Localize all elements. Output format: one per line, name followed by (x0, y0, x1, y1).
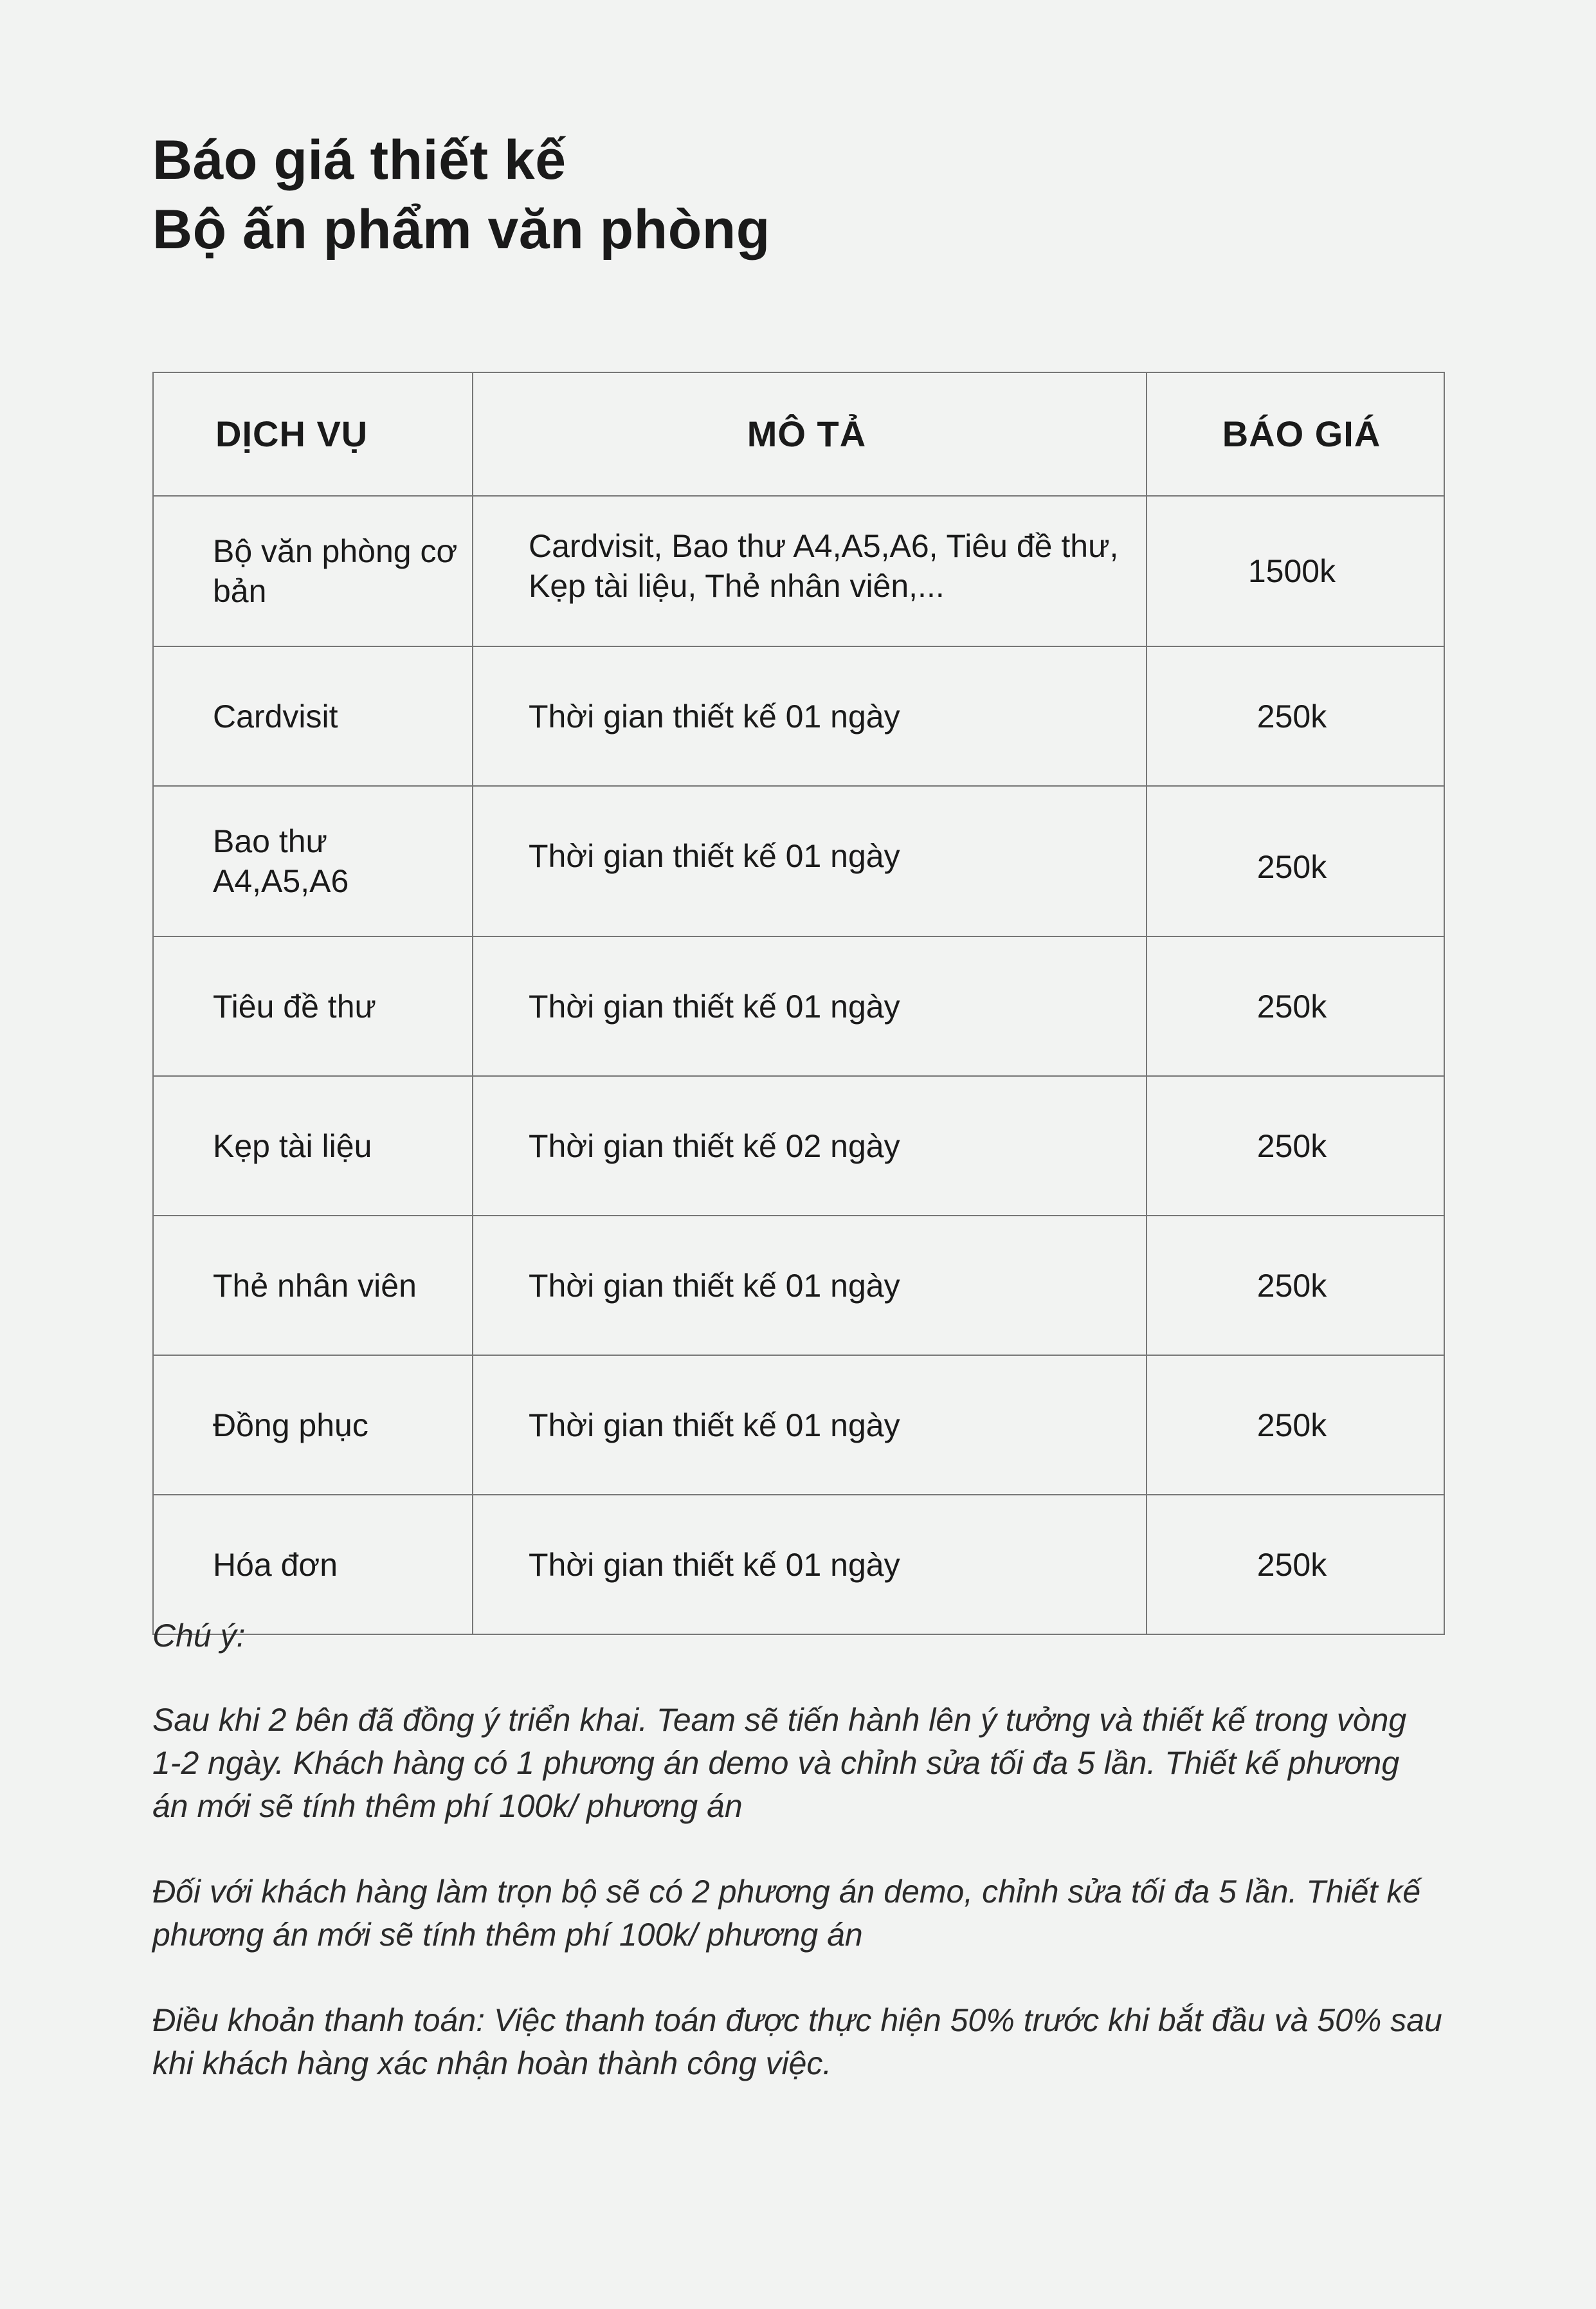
title-line-1: Báo giá thiết kế (152, 129, 567, 191)
note-paragraph-revisions: Sau khi 2 bên đã đồng ý triển khai. Team sẽ tiến hành lên ý tưởng và thiết kế trong vòng 1-2 ngày. Khách hàng có 1 phương án demo và chỉnh sửa tối đa 5 lần. Thiết kế phương án mới sẽ tính thêm phí 100k/ phương án (152, 1702, 1407, 1824)
column-header-description: MÔ TẢ (473, 372, 1147, 496)
table-row (153, 496, 1444, 646)
description-cell: Thời gian thiết kế 01 ngày (473, 1355, 1147, 1495)
service-cell: Kẹp tài liệu (153, 1076, 473, 1216)
service-cell: Bao thư A4,A5,A6 (153, 786, 473, 936)
service-cell: Thẻ nhân viên (153, 1216, 473, 1355)
price-cell: 1500k (1147, 496, 1444, 646)
description-cell: Thời gian thiết kế 01 ngày (473, 936, 1147, 1076)
service-cell: Đồng phục (153, 1355, 473, 1495)
description-cell: Thời gian thiết kế 01 ngày (473, 1495, 1147, 1634)
description-cell: Thời gian thiết kế 01 ngày (473, 786, 1147, 936)
table-row (153, 646, 1444, 786)
price-cell: 250k (1147, 1495, 1444, 1634)
table-row (153, 1495, 1444, 1634)
price-cell: 250k (1147, 646, 1444, 786)
table-row (153, 936, 1444, 1076)
price-cell: 250k (1147, 786, 1444, 936)
price-cell: 250k (1147, 1076, 1444, 1216)
column-header-service: DỊCH VỤ (153, 372, 473, 496)
column-header-price: BÁO GIÁ (1147, 372, 1444, 496)
table-row (153, 1355, 1444, 1495)
notes-label: Chú ý: (152, 1618, 246, 1654)
notes-section (152, 1614, 1444, 2128)
description-cell: Thời gian thiết kế 02 ngày (473, 1076, 1147, 1216)
title-line-2: Bộ ấn phẩm văn phòng (152, 199, 770, 260)
description-cell: Thời gian thiết kế 01 ngày (473, 646, 1147, 786)
page-title (152, 125, 1444, 264)
price-cell: 250k (1147, 1355, 1444, 1495)
note-paragraph-full-set: Đối với khách hàng làm trọn bộ sẽ có 2 phương án demo, chỉnh sửa tối đa 5 lần. Thiết kế phương án mới sẽ tính thêm phí 100k/ phương án (152, 1874, 1421, 1953)
description-cell: Thời gian thiết kế 01 ngày (473, 1216, 1147, 1355)
description-cell: Cardvisit, Bao thư A4,A5,A6, Tiêu đề thư, Kẹp tài liệu, Thẻ nhân viên,... (473, 496, 1147, 646)
price-cell: 250k (1147, 1216, 1444, 1355)
service-cell: Bộ văn phòng cơ bản (153, 496, 473, 646)
price-table (152, 372, 1445, 1635)
note-paragraph-payment: Điều khoản thanh toán: Việc thanh toán được thực hiện 50% trước khi bắt đầu và 50% sau khi khách hàng xác nhận hoàn thành công việc. (152, 2002, 1442, 2081)
table-header-row (153, 372, 1444, 496)
service-cell: Hóa đơn (153, 1495, 473, 1634)
service-cell: Tiêu đề thư (153, 936, 473, 1076)
table-row (153, 786, 1444, 936)
quote-document (152, 125, 1444, 2081)
service-cell: Cardvisit (153, 646, 473, 786)
table-row (153, 1076, 1444, 1216)
price-cell: 250k (1147, 936, 1444, 1076)
table-row (153, 1216, 1444, 1355)
